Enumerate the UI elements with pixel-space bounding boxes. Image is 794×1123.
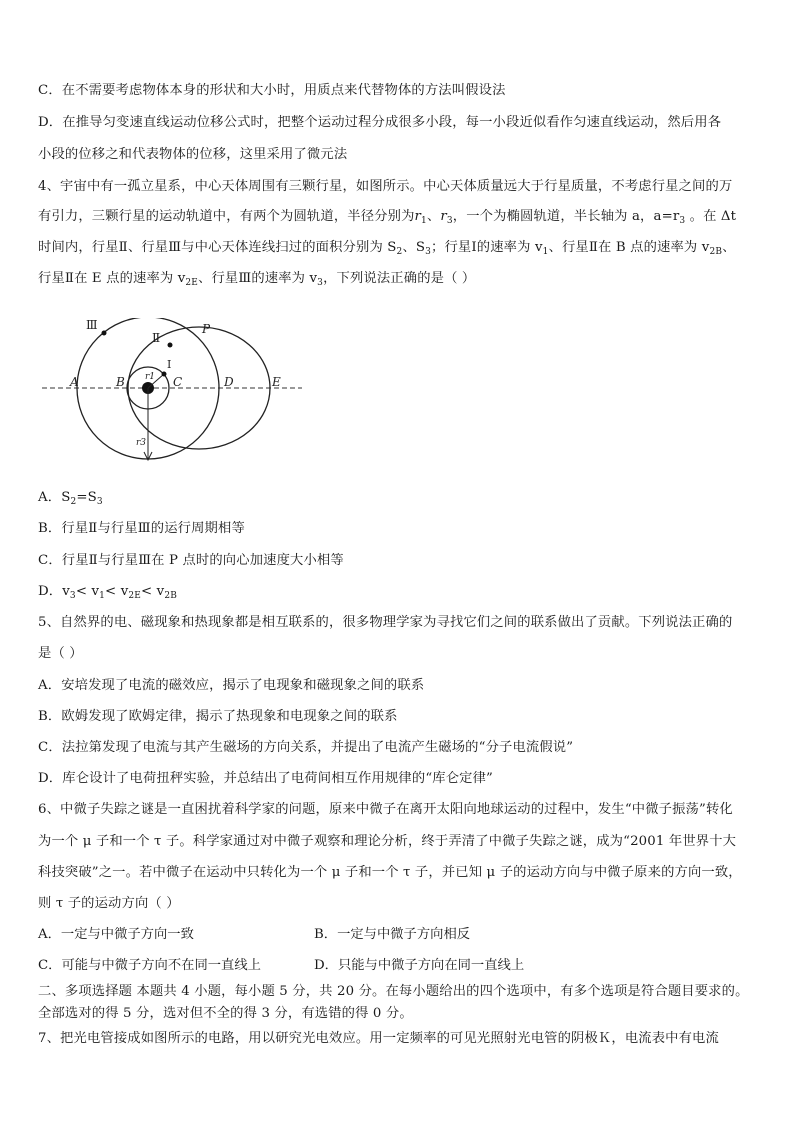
label-P: P	[202, 322, 211, 336]
label-A: A	[70, 375, 79, 389]
q4-stem-line2: 有引力，三颗行星的运动轨道中，有两个为圆轨道，半径分别为$r_1$、$r_3$，一个为椭圆轨道，半长轴为 a，$a=r_3$ 。在 Δt	[38, 209, 737, 226]
q4-option-d[interactable]: D．$v_3< v_1< v_{2E}< v_{2B}$	[38, 584, 177, 601]
q5-stem-line1: 5、自然界的电、磁现象和热现象都是相互联系的，很多物理学家为寻找它们之间的联系做出了贡献。下列说法正确的	[38, 615, 733, 630]
label-C: C	[173, 375, 183, 389]
orbit-diagram	[40, 318, 310, 464]
section2-instructions-line2: 全部选对的得 5 分，选对但不全的得 3 分，有选错的得 0 分。	[38, 1006, 413, 1021]
planet-II-dot	[168, 343, 173, 348]
label-III: Ⅲ	[86, 318, 98, 332]
q5-option-c[interactable]: C．法拉第发现了电流与其产生磁场的方向关系，并提出了电流产生磁场的“分子电流假说”	[38, 740, 574, 755]
q4-option-c[interactable]: C．行星Ⅱ与行星Ⅲ在 P 点时的向心加速度大小相等	[38, 553, 344, 568]
q4-stem-line4: 行星Ⅱ在 E 点的速率为 $v_{2E}$、行星Ⅲ的速率为 $v_3$，下列说法正确的是（ ）	[38, 271, 476, 288]
q6-option-a[interactable]: A．一定与中微子方向一致	[38, 927, 194, 942]
label-D: D	[224, 375, 234, 389]
q6-stem-line3: 科技突破”之一。若中微子在运动中只转化为一个 μ 子和一个 τ 子，并已知 μ 子的运动方向与中微子原来的方向一致，	[38, 865, 742, 880]
label-B: B	[116, 375, 125, 389]
q5-option-a[interactable]: A．安培发现了电流的磁效应，揭示了电现象和磁现象之间的联系	[38, 678, 425, 693]
q4-stem-line3: 时间内，行星Ⅱ、行星Ⅲ与中心天体连线扫过的面积分别为 $S_2$、$S_3$；行星Ⅰ的速率为 $v_1$、行星Ⅱ在 B 点的速率为 $v_{2B}$、	[38, 240, 736, 257]
q6-option-d[interactable]: D．只能与中微子方向在同一直线上	[314, 958, 525, 973]
q7-stem-line1: 7、把光电管接成如图所示的电路，用以研究光电效应。用一定频率的可见光照射光电管的阴极Ｋ，电流表中有电流	[38, 1031, 719, 1046]
q6-stem-line1: 6、中微子失踪之谜是一直困扰着科学家的问题，原来中微子在离开太阳向地球运动的过程中，发生“中微子振荡”转化	[38, 802, 733, 817]
q4-option-b[interactable]: B．行星Ⅱ与行星Ⅲ的运行周期相等	[38, 521, 245, 536]
q5-option-b[interactable]: B．欧姆发现了欧姆定律，揭示了热现象和电现象之间的联系	[38, 709, 398, 724]
q3-option-d-line1: D．在推导匀变速直线运动位移公式时，把整个运动过程分成很多小段，每一小段近似看作匀速直线运动，然后用各	[38, 115, 722, 130]
q4-option-a[interactable]: A．$S_2=S_3$	[38, 490, 103, 507]
label-r1: r1	[145, 372, 156, 382]
q6-stem-line2: 为一个 μ 子和一个 τ 子。科学家通过对中微子观察和理论分析，终于弄清了中微子失踪之谜，成为“2001 年世界十大	[38, 834, 737, 849]
q4-stem-line1: 4、宇宙中有一孤立星系，中心天体周围有三颗行星，如图所示。中心天体质量远大于行星质量，不考虑行星之间的万	[38, 179, 733, 194]
label-E: E	[272, 375, 281, 389]
planet-I-dot	[162, 372, 167, 377]
q3-option-d-line2: 小段的位移之和代表物体的位移，这里采用了微元法	[38, 147, 348, 162]
planet-III-dot	[102, 331, 107, 336]
label-II: Ⅱ	[152, 331, 161, 345]
q5-option-d[interactable]: D．库仑设计了电荷扭秤实验，并总结出了电荷间相互作用规律的“库仑定律”	[38, 771, 494, 786]
label-r3: r3	[136, 438, 147, 448]
section2-instructions-line1: 二、多项选择题 本题共 4 小题，每小题 5 分，共 20 分。在每小题给出的四个选项中，有多个选项是符合题目要求的。	[38, 984, 749, 999]
q6-option-c[interactable]: C．可能与中微子方向不在同一直线上	[38, 958, 261, 973]
q6-option-b[interactable]: B．一定与中微子方向相反	[314, 927, 471, 942]
q5-stem-line2: 是（ ）	[38, 646, 83, 661]
q6-stem-line4: 则 τ 子的运动方向（ ）	[38, 896, 180, 911]
label-I: I	[167, 358, 172, 371]
q3-option-c: C．在不需要考虑物体本身的形状和大小时，用质点来代替物体的方法叫假设法	[38, 83, 506, 98]
